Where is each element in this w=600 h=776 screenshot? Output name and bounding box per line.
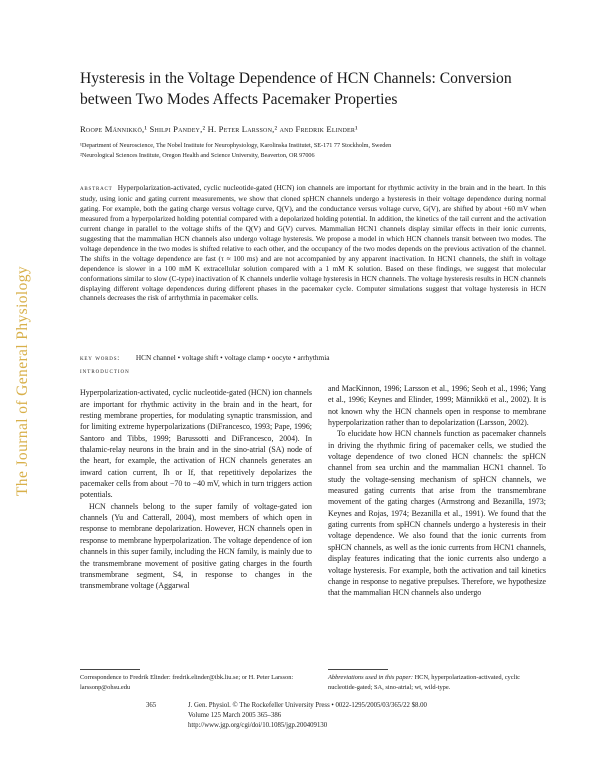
- author-list: Roope Männikkö,¹ Shilpi Pandey,² H. Peter Larsson,² and Fredrik Elinder¹: [80, 124, 358, 134]
- affiliations: [80, 141, 560, 161]
- intro-paragraph-1: Hyperpolarization-activated, cyclic nucleotide-gated (HCN) ion channels are important for rhythmic activity in the brain and in the heart, for resting membrane properties, for modulating synaptic transmission, and for limiting extreme hyperpolarizations (DiFrancesco, 1993; Pape, 1996; Santoro and Tibbs, 1999; Barussotti and DiFrancesco, 2004). In thalamic-relay neurons in the brain and in the sino-atrial (SA) node of the heart, for example, the activation of HCN channels generates an inward cation current, Ih or If, that repetitively depolarizes the pacemaker cells from about −70 to −40 mV, which in turn triggers action potentials.: [80, 388, 312, 500]
- correspondence-note: Correspondence to Fredrik Elinder: fredrik.elinder@ibk.liu.se; or H. Peter Larsson: larssonp@ohsu.edu: [80, 674, 294, 691]
- footer-line-doi[interactable]: http://www.jgp.org/cgi/doi/10.1085/jgp.200409130: [188, 721, 328, 729]
- abbreviations-label: Abbreviations used in this paper:: [328, 674, 413, 681]
- right-column: [328, 383, 546, 599]
- keywords-label: key words:: [80, 354, 121, 362]
- abstract-text: Hyperpolarization-activated, cyclic nucleotide-gated (HCN) ion channels are important for rhythmic activity in the brain and in the heart. In this study, using ionic and gating current measurements, we show that cloned spHCN channels undergo a hysteresis in their voltage dependence during normal gating. For example, both the gating charge versus voltage curve, Q(V), and the conductance versus voltage curve, G(V), are shifted by about +60 mV when measured from a hyperpolarized holding potential compared with a depolarized holding potential. In addition, the kinetics of the tail current and the activation current change in parallel to the voltage shifts of the Q(V) and G(V) curves. Mammalian HCN1 channels display similar effects in their ionic currents, suggesting that the mammalian HCN channels also undergo voltage hysteresis. We propose a model in which HCN channels transit between two modes. The voltage dependence in the two modes is shifted relative to each other, and the occupancy of the two modes depends on the previous activation of the channel. The shifts in the voltage dependence are fast (τ ≈ 100 ms) and are not accompanied by any apparent inactivation. In HCN1 channels, the shift in voltage dependence is slower in a 100 mM K extracellular solution compared with a 1 mM K solution. Based on these findings, we suggest that molecular conformations similar to slow (C-type) inactivation of K channels underlie voltage hysteresis in HCN channels. The voltage hysteresis results in HCN channels displaying different voltage dependences during different phases in the pacemaker cycle. Computer simulations suggest that voltage hysteresis in HCN channels decreases the risk of arrhythmia in pacemaker cells.: [80, 183, 547, 303]
- intro-paragraph-3: To elucidate how HCN channels function as pacemaker channels in driving the rhythmic firing of pacemaker cells, we studied the voltage dependence of two cloned HCN channels: the spHCN channel from sea urchin and the mammalian HCN1 channel. To study the voltage-sensing mechanism of spHCN channels, we measured gating currents that arise from the transmembrane movement of the gating charges (Armstrong and Bezanilla, 1973; Keynes and Rojas, 1974; Bezanilla et al., 1991). We found that the gating currents from spHCN channels undergo a hysteresis in their voltage dependence. We also found that the ionic currents from spHCN channels, as well as the ionic currents from HCN1 channels, display features indicating that the ionic currents also undergo a voltage hysteresis. For example, both the activation and tail kinetics change in response to negative prepulses. Therefore, we hypothesize that the mammalian HCN channels also undergo: [328, 429, 546, 598]
- footer-citation: [188, 701, 508, 730]
- keywords-text: HCN channel • voltage shift • voltage clamp • oocyte • arrhythmia: [135, 353, 330, 362]
- left-column: [80, 366, 312, 592]
- footnote-rule-right: [328, 669, 388, 670]
- abstract: [80, 183, 546, 303]
- article-title: Hysteresis in the Voltage Dependence of HCN Channels: Conversion between Two Modes Affects Pacemaker Properties: [80, 70, 512, 108]
- affiliation-2: ²Neurological Sciences Institute, Oregon Health and Science University, Beaverton, OR 97006: [80, 152, 315, 159]
- footer-line-journal: J. Gen. Physiol. © The Rockefeller University Press • 0022-1295/2005/03/365/22 $8.00: [188, 702, 427, 709]
- page-number: 365: [146, 702, 157, 709]
- keywords: [80, 353, 546, 362]
- footnote-rule-left: [80, 669, 140, 670]
- abstract-label: abstract: [80, 184, 113, 192]
- intro-paragraph-2-continued: and MacKinnon, 1996; Larsson et al., 1996; Seoh et al., 1996; Yang et al., 1996; Keynes and Elinder, 1999; Männikkö et al., 2002). It is not known why the HCN channels open in response to membrane hyperpolarization rather than to depolarization (Larsson, 2002).: [328, 384, 546, 428]
- intro-paragraph-2: HCN channels belong to the super family of voltage-gated ion channels (Yu and Catterall, 2004), most members of which open in response to membrane depolarization. However, HCN channels open in response to membrane hyperpolarization. The voltage dependence of ion channels in this super family, including the HCN family, is mainly due to the transmembrane movement of positive gating charges in the fourth transmembrane segment, S4, in response to changes in the transmembrane voltage (Aggarwal: [80, 501, 312, 591]
- affiliation-1: ¹Department of Neuroscience, The Nobel Institute for Neurophysiology, Karolinska Institutet, SE-171 77 Stockholm, Sweden: [80, 142, 392, 149]
- footer-line-volume: Volume 125 March 2005 365–386: [188, 711, 282, 719]
- abbreviations-text: HCN, hyperpolarization-activated, cyclic nucleotide-gated; SA, sino-atrial; wt, wild-type.: [328, 674, 520, 691]
- section-heading-introduction: introduction: [80, 368, 130, 375]
- abbreviations-note: [328, 673, 546, 692]
- journal-sidebar-title: The Journal of General Physiology: [14, 265, 31, 497]
